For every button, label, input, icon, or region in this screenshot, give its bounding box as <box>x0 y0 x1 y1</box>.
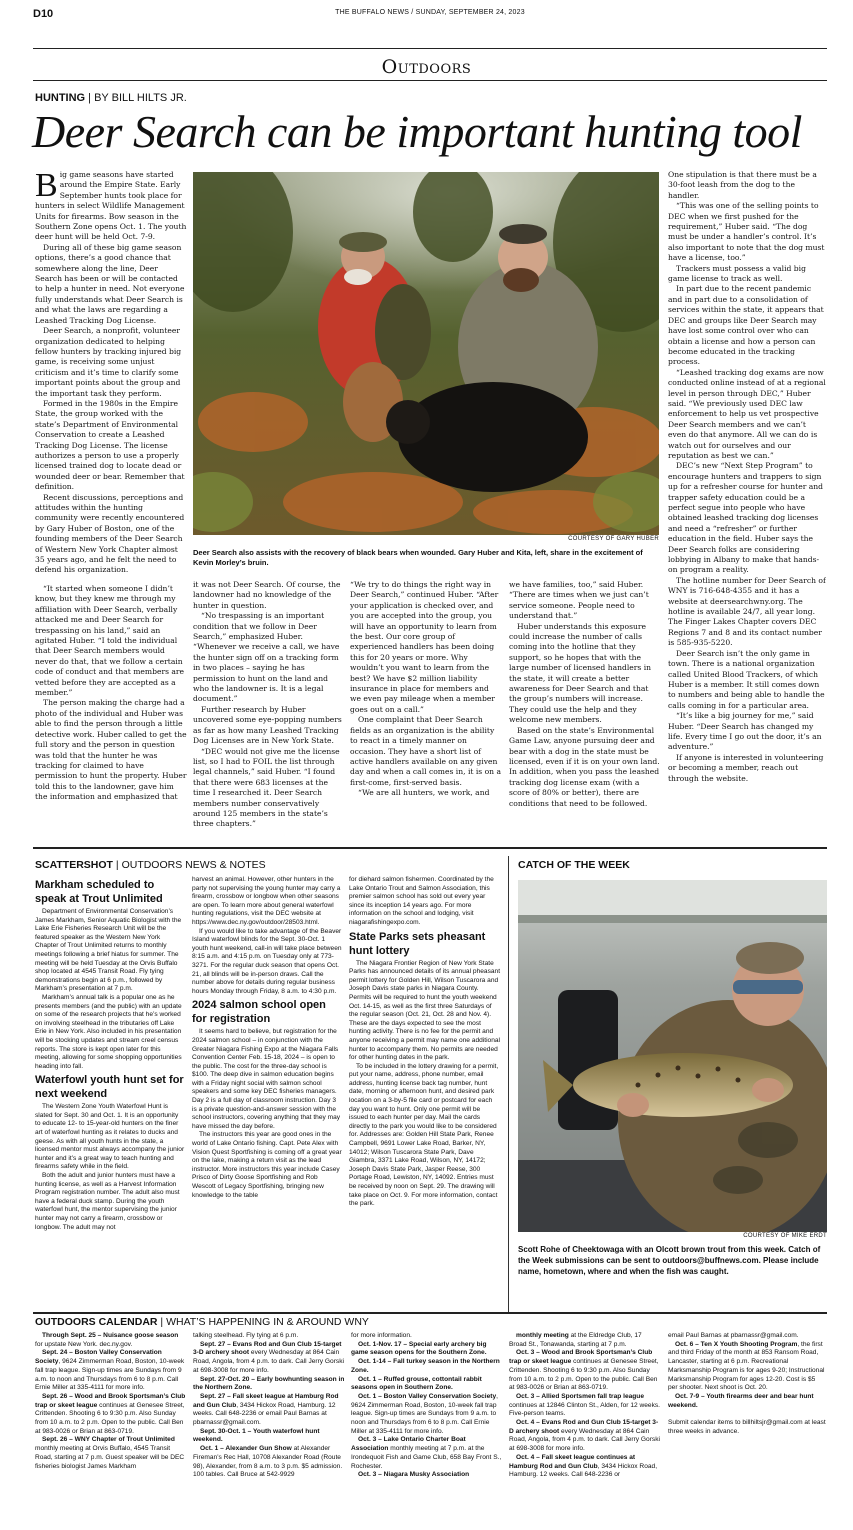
header-rule <box>33 48 827 49</box>
calendar-entry <box>509 1419 661 1454</box>
article-paragraph: During all of these big game season options, there’s a good chance that somewhere along the line, Deer Search has been or will be contacted to help a hunter in need. Not everyone fully understands what Deer Search is and what the laws are regarding a Leashed Tracking Dog License. <box>35 242 185 325</box>
article-paragraph: “It’s like a big journey for me,” said Huber. “Deer Search has changed my life. Every time I go out the door, it’s an adventure.” <box>668 711 822 752</box>
byline: HUNTING | BY BILL HILTS JR. <box>35 92 187 104</box>
calendar-col-4 <box>509 1332 661 1480</box>
page-number: D10 <box>33 8 54 20</box>
calendar-entry-text: monthly meeting at 7 p.m. at the Irondequoit Fish and Game Club, 658 Bay Front S., Rochester. <box>351 1445 502 1470</box>
brief-paragraph: Department of Environmental Conservation’s James Markham, Senior Aquatic Biologist with the Lake Erie Fisheries Research Unit will be the featured speaker as the Western New York Chapter of Trout Unlimited returns to monthly meetings following a brief hiatus for summer. The meeting will be held Tuesday at the Orvis Buffalo shop located at 4545 Transit Road. Fly tying demonstrations begin at 6 p.m., followed by Markham’s presentation at 7 p.m. <box>35 908 182 993</box>
headline: Deer Search can be important hunting tool <box>32 106 802 157</box>
calendar-label: OUTDOORS CALENDAR <box>35 1316 158 1328</box>
catch-header <box>518 859 630 871</box>
calendar-entry-title: Oct. 3 – Niagara Musky Association <box>358 1471 470 1479</box>
hunters-with-bear-image <box>193 172 659 535</box>
article-col-3 <box>350 580 502 799</box>
calendar-entry <box>35 1436 187 1471</box>
article-paragraph: Deer Search isn’t the only game in town. There is a national organization called United Blood Trackers, of which Huber is a member. It still comes down to numbers and being able to handle the calls coming in for a particular area. <box>668 648 825 710</box>
article-bottom-rule <box>33 847 827 849</box>
article-col-4 <box>509 580 661 809</box>
calendar-col-3 <box>351 1332 503 1480</box>
angler-with-trout-image <box>518 880 827 1232</box>
article-paragraph: If anyone is interested in volunteering or becoming a member, reach out through the website. <box>668 752 824 783</box>
article-col-1 <box>35 170 187 584</box>
article-paragraph: Deer Search, a nonprofit, volunteer organization dedicated to helping fellow hunters by tracking injured big game, is receiving some unjust criticism and it’s time to clarify some important points about the group and the important task they perform. <box>35 326 182 398</box>
calendar-entry-title: Sept. 26 – Wood and Brook Sportsman’s Club trap or skeet league <box>35 1392 186 1409</box>
calendar-entry-text: at the Eldredge Club, 17 Broad St., Tonawanda, starting at 7 p.m. <box>509 1332 642 1348</box>
article-paragraph: “We try to do things the right way in Deer Search,” continued Huber. “After your application is checked over, and you are accepted into the group, you will have an opportunity to learn from the best. Our core group of experienced handlers has been doing this for 20 years or more. Why wouldn’t you want to learn from the best? We have $2 million liability insurance in place for members and we even pay mileage when a member goes out on a call.” <box>350 580 499 714</box>
calendar-entry <box>668 1332 826 1341</box>
brief-headline: Markham scheduled to speak at Trout Unlimited <box>35 879 163 905</box>
calendar-entry <box>668 1393 826 1410</box>
calendar-entry <box>193 1376 345 1393</box>
calendar-entry-text: continues at Genesee Street, Crittenden. Shooting 6 to 9:30 p.m. Also Sunday from 10 a.m. to 2 p.m. Open to the public. Call Ben at 983-0026 or Brian at 863-0719. <box>509 1358 659 1392</box>
page-header <box>33 8 827 28</box>
catch-label: CATCH OF THE WEEK <box>518 859 630 871</box>
section-rule <box>33 80 827 81</box>
catch-photo <box>518 880 827 1232</box>
section-title: Outdoors <box>381 56 472 78</box>
brief-paragraph: for diehard salmon fishermen. Coordinated by the Lake Ontario Trout and Salmon Association, this premier salmon school has sold out every year since its inception 14 years ago. For more information on the school and lodging, visit niagarafishingexpo.com. <box>349 876 494 926</box>
article-col-1b-paragraphs <box>35 584 187 803</box>
calendar-entry-text: continues at 12846 Clinton St., Alden, for 12 weeks. Five-person teams. <box>509 1401 661 1418</box>
article-paragraph: “It started when someone I didn’t know, but they knew me through my affiliation with Deer Search, verbally attacked me and Deer Search for trespassing on his land,” said an agitated Huber. “I told the individual that Deer Search members would never do that, that we follow a certain code of conduct and that members are vetted before they are accepted as a member.” <box>35 584 185 698</box>
masthead: THE BUFFALO NEWS / SUNDAY, SEPTEMBER 24, 2023 <box>335 9 525 16</box>
brief-paragraph: The instructors this year are good ones in the world of Lake Ontario fishing. Capt. Pete Alex with Vision Quest Sportfishing is coming off a great year on the lake, making a return visit as the lead instructor. More instructors this year include Casey Prisco of Dirty Goose Sportfishing and Rob Wescott of Legacy Sportfishing, bringing new knowledge to the table <box>192 1131 342 1199</box>
calendar-entry-text: email Paul Barnas at pbarnassr@gmail.com. <box>668 1332 799 1339</box>
article-paragraph: “No trespassing is an important condition that we follow in Deer Search,” emphasized Huber. “Whenever we receive a call, we have the hunter sign off on a tracking form in two places – saying he has permission to hunt on the land and who the landowner is. It is a legal document.” <box>193 611 340 704</box>
brief-paragraph: To be included in the lottery drawing for a permit, put your name, address, phone number, email address, hunting license back tag number, hunt date, morning or afternoon hunt, and desired park location on a 3-by-5 file card or postcard for each day you want to hunt. Only one permit will be issued to each hunter per day. Mail the cards directly to the park you would like to be considered for. Addresses are: Golden Hill State Park, Renee Campbell, 9691 Lower Lake Road, Barker, NY, 14012; Wilson Tuscarora State Park, Dave Giambra, 3371 Lake Road, Wilson, NY, 14172; Joseph Davis State Park, Jasper Reese, 300 Portage Road, Lewiston, NY, 14092. Entries must be received by noon on Sept. 29. The drawing will take place on Oct. 9. For more information, contact the park. <box>349 1062 499 1208</box>
calendar-entry <box>509 1349 661 1393</box>
article-paragraph: One stipulation is that there must be a 30-foot leash from the dog to the handler. <box>668 170 817 200</box>
calendar-entry-text: continues at Genesee Street, Crittenden. Shooting 6 to 9:30 p.m. Also Sunday from 10 a.m. to 2 p.m. Open to the public. Call Ben at 983-0026 or Brian at 863-0719. <box>35 1401 185 1435</box>
calendar-entry-text: every Wednesday at 864 Cain Road, Angola, from 4 p.m. to dark. Call Jerry Gorski at 698-3008 for more info. <box>193 1349 344 1374</box>
article-paragraph: DEC’s new “Next Step Program” to encourage hunters and trappers to sign up for a refresher course for hunter and trapper safety education could be a perfect segue into people who have obtained leashed tracking dog licenses and need a “refresher” or further education in the field. Huber says the Deer Search folks are considering lobbying in Albany to make that hands-on program a reality. <box>668 461 824 575</box>
calendar-entry-title: Oct. 7-9 – Youth firearms deer and bear hunt weekend. <box>668 1392 814 1409</box>
calendar-entry <box>193 1445 345 1480</box>
calendar-entry <box>668 1341 826 1393</box>
article-paragraph: In part due to the recent pandemic and in part due to a consolidation of services within the state, it appears that DEC and groups like Deer Search may have lost some control over who can obtain a license and how a person can become educated in the tracking process. <box>668 284 824 367</box>
calendar-col-2 <box>193 1332 345 1480</box>
calendar-entry-title: Sept. 24 – Boston Valley Conservation Society <box>35 1349 162 1366</box>
brief-headline: Waterfowl youth hunt set for next weekend <box>35 1074 184 1101</box>
scattershot-divider <box>508 856 509 1312</box>
brief-paragraph: Markham’s annual talk is a popular one as he presents members (and the public) with an update on some of the research projects that he’s worked on involving steelhead in the tributaries off Lake Erie in New York. Also included in his presentation will be stocking updates and stream creel census reports. The store is kept open later for this meeting, allowing for some shopping opportunities heading into fall. <box>35 993 182 1070</box>
calendar-entry <box>193 1393 345 1428</box>
article-paragraph: Formed in the 1980s in the Empire State, the group worked with the state’s Department of Environmental Conservation to create a Leashed Tracking Dog License. The license authorizes a person to use a properly licensed trained dog to locate dead or wounded deer or bear. Remember that definition. <box>35 398 185 492</box>
calendar-entry <box>509 1332 661 1349</box>
calendar-sublabel: WHAT’S HAPPENING IN & AROUND WNY <box>166 1316 369 1328</box>
article-paragraph: One complaint that Deer Search fields as an organization is the ability to react in a timely manner on occasion. They have a short list of active handlers available on any given day and when a call comes in, it is on a first-come, first-served basis. <box>350 715 501 787</box>
scattershot-col-2 <box>192 876 342 1200</box>
calendar-entry <box>193 1428 345 1445</box>
calendar-col-1 <box>35 1332 187 1471</box>
calendar-entry-title: Oct. 1-Nov. 17 – Special early archery big game season opens for the Southern Zone. <box>351 1340 487 1357</box>
calendar-entry <box>35 1332 187 1349</box>
article-paragraph: Huber understands this exposure could increase the number of calls coming into the hotline that they support, so he hopes that with the large number of licensed handlers in the state, it will create a better awareness for Deer Search and that the group’s numbers will increase. They could use the help and they welcome new members. <box>509 621 652 725</box>
calendar-entry-title: Sept. 30-Oct. 1 – Youth waterfowl hunt weekend. <box>193 1427 320 1444</box>
kicker: HUNTING <box>35 92 86 104</box>
calendar-entry <box>351 1471 503 1480</box>
article-col-2 <box>193 580 343 830</box>
calendar-entry-title: Sept. 26 – WNY Chapter of Trout Unlimited <box>42 1436 175 1444</box>
calendar-entry <box>35 1393 187 1437</box>
calendar-entry <box>351 1358 503 1375</box>
calendar-entry-title: Sept. 27 – Evans Rod and Gun Club 15-target 3-D archery shoot <box>193 1340 342 1357</box>
calendar-entry <box>351 1376 503 1393</box>
brief-paragraph: The Niagara Frontier Region of New York State Parks has announced details of its annual pheasant permit lottery for Golden Hill, Wilson Tuscarora and Joseph Davis state parks in Niagara County. Permits will be required to hunt the youth weekend Oct. 14-15, as well as the first three Saturdays of the regular season (Oct. 21, Oct. 28 and Nov. 4). These are the days expected to see the most hunting activity. There is no fee for the permit and anyone receiving a permit may name one additional hunter to accompany them. No permits are needed for other hunting dates in the park. <box>349 959 501 1062</box>
calendar-entry-text: , 3434 Hickox Road, Hamburg. 12 weeks. Call 648-2236 or <box>509 1462 658 1479</box>
author: BY BILL HILTS JR. <box>94 92 187 104</box>
article-col-1b <box>35 584 187 860</box>
scattershot-label: SCATTERSHOT <box>35 859 113 871</box>
calendar-entry <box>668 1419 826 1436</box>
calendar-entry-text: for upstate New York. dec.ny.gov. <box>35 1340 133 1348</box>
calendar-col-5 <box>668 1332 826 1436</box>
calendar-entry <box>509 1454 661 1480</box>
scattershot-header: SCATTERSHOT | OUTDOORS NEWS & NOTES <box>35 859 266 871</box>
calendar-entry-text: for more information. <box>351 1332 412 1339</box>
scattershot-col-1 <box>35 876 185 1232</box>
brief-paragraph: harvest an animal. However, other hunters in the party not supervising the young hunter may carry a firearm, crossbow or longbow when other seasons are open. To learn more about general waterfowl hunting regulations, visit the DEC website at https://www.dec.ny.gov/outdoor/28503.html. <box>192 876 341 926</box>
article-paragraph: Recent discussions, perceptions and attitudes within the hunting community were recently encountered by Gary Huber of Boston, one of the founding members of the Deer Search of Western New York Chapter almost 35 years ago, and he felt the need to defend his organization. <box>35 492 185 575</box>
calendar-entry <box>351 1341 503 1358</box>
calendar-entry-title: Oct. 1 – Alexander Gun Show <box>200 1445 292 1453</box>
brief-paragraph: If you would like to take advantage of the Beaver Island waterfowl blinds for the Sept. 30-Oct. 1 youth hunt weekend, call-in will take place between 8:15 a.m. and 4:15 p.m. on Tuesday only at 773-3271. For the regular duck season that opens Oct. 21, all blinds will be in-person draws. Call the number above for details during regular business hours Monday through Friday, 8 a.m. to 4:30 p.m. <box>192 927 342 995</box>
calendar-entry <box>351 1332 503 1341</box>
calendar-entry-title: Oct. 4 – Fall skeet league continues at Hamburg Rod and Gun Club <box>509 1453 636 1470</box>
calendar-entry <box>351 1393 503 1437</box>
calendar-entry-text: every Wednesday at 864 Cain Road, Angola, from 4 p.m. to dark. Call Jerry Gorski at 698-3008 for more info. <box>509 1427 660 1453</box>
scattershot-col-3 <box>349 876 501 1209</box>
calendar-entry-title: Oct. 1 – Ruffed grouse, cottontail rabbit seasons open in Southern Zone. <box>351 1375 482 1392</box>
brief-paragraph: The Western Zone Youth Waterfowl Hunt is slated for Sept. 30 and Oct. 1. It is an opportunity to educate 12- to 15-year-old hunters on the finer art of waterfowl hunting as it relates to ducks and geese. As with all youth hunts in the state, a licensed mentor must always accompany the junior hunter and it’s a great way to teach hunting and firearms safety while in the field. <box>35 1103 185 1171</box>
calendar-entry <box>351 1436 503 1471</box>
calendar-entry <box>193 1341 345 1376</box>
article-paragraph: ig game seasons have started around the Empire State. Early September hunts took place for hunters in select Wildlife Management Units for firearms. Bow season in the Southern Zone opens Oct. 1. The youth deer hunt will be held Oct. 7-9. <box>35 170 187 242</box>
calendar-entry-title: Oct. 1-14 – Fall turkey season in the Northern Zone. <box>351 1358 500 1374</box>
calendar-entry-title: Sept. 27-Oct. 20 – Early bowhunting season in the Northern Zone. <box>193 1375 345 1392</box>
calendar-entry-title: Oct. 4 – Evans Rod and Gun Club 15-target 3-D archery shoot <box>509 1419 659 1435</box>
article-paragraph: The person making the charge had a photo of the individual and Huber was able to find the person through a little detective work. Huber called to get the full story and the person in question was told that the hunter he was tracking for claimed to have permission to hunt the property. Huber told this to the landowner, gave him the information and emphasized that <box>35 698 187 802</box>
photo-caption: Deer Search also assists with the recovery of black bears when wounded. Gary Huber and Kita, left, share in the excitement of Kevin Morley’s bruin. <box>193 548 643 567</box>
catch-credit: COURTESY OF MIKE ERDT <box>743 1233 827 1239</box>
article-paragraph: The hotline number for Deer Search of WNY is 716-648-4355 and it has a website at deersearchwny.org. The hotline is available 24/7, all year long. The Finger Lakes Chapter covers DEC Regions 7 and 8 and its contact number is 585-935-5220. <box>668 575 826 648</box>
scattershot-sublabel: OUTDOORS NEWS & NOTES <box>121 859 266 871</box>
calendar-entry <box>509 1393 661 1419</box>
calendar-entry-title: monthly meeting <box>516 1332 569 1339</box>
calendar-entry-text: talking steelhead. Fly tying at 6 p.m. <box>193 1332 299 1339</box>
brief-paragraph: Both the adult and junior hunters must have a hunting license, as well as a Harvest Information Program registration number. The adult also must have a federal duck stamp. During the youth waterfowl hunt, the mentor supervising the junior hunter may not carry a firearm, crossbow or longbow. The adult may not <box>35 1172 180 1231</box>
calendar-entry <box>193 1332 345 1341</box>
brief-headline: State Parks sets pheasant hunt lottery <box>349 930 486 957</box>
brief-paragraph: It seems hard to believe, but registration for the 2024 salmon school – in conjunction with the Greater Niagara Fishing Expo at the Niagara Falls Convention Center Feb. 15-18, 2024 – is open to the public. The cost for the three-day school is $100. The deep dive in salmon education begins with a Friday night social with salmon school speakers and some key DEC fisheries managers. Day 2 is a full day of classroom instruction. Day 3 is a private question-and-answer session with the school instructors, covering anything that they may have missed the day before. <box>192 1028 341 1130</box>
article-paragraph: Based on the state’s Environmental Game Law, anyone pursuing deer and bear with a dog in the state must be licensed, even if it is on your own land. In addition, when you pass the leashed tracking dog license exam (with a score of 80% or better), there are conditions that need to be followed. <box>509 725 660 808</box>
drop-cap: B <box>35 170 58 204</box>
calendar-entry-text: , 3434 Hickox Road, Hamburg. 12 weeks. Call 648-2236 or email Paul Barnas at pbarnassr@gmail.com. <box>193 1401 336 1427</box>
calendar-entry-title: Oct. 6 – Ten X Youth Shooting Program <box>675 1340 798 1348</box>
article-paragraph: Further research by Huber uncovered some eye-popping numbers as far as how many Leashed Tracking Dog Licenses are in New York State. <box>193 704 342 746</box>
photo-credit: COURTESY OF GARY HUBER <box>568 536 659 542</box>
calendar-entry-text: , 9624 Zimmerman Road, Boston, 10-week fall trap league. Sign-up times are Sundays from 9 a.m. to noon and Thursdays from 6 to 8 p.m. Call Ernie Miller at 335-4111 for more info. <box>351 1392 498 1435</box>
catch-caption: Scott Rohe of Cheektowaga with an Olcott brown trout from this week. Catch of the Week submissions can be sent to outdoors@buffnews.com. Please include name, hometown, where and when the fish was caught. <box>518 1245 821 1276</box>
article-paragraph: “Leashed tracking dog exams are now conducted online instead of at a regional level in person through DEC,” Huber said. “We previously used DEC law enforcement to help us vet prospective Deer Search members and we can’t even do that anymore. All we can do is watch out for ourselves and our reputation as best we can.” <box>668 367 826 460</box>
calendar-entry-title: Sept. 27 – Fall skeet league at Hamburg Rod and Gun Club <box>193 1392 339 1409</box>
brief-headline: 2024 salmon school open for registration <box>192 999 326 1026</box>
calendar-entry <box>35 1349 187 1393</box>
calendar-entry-text: , the first and third Friday of the month at 853 Ransom Road, Lancaster, starting at 6 p.m. Recreational Marksmanship Program is for ages 9-20; Instructional Marksmanship Program for ages 12-20. Cost is $5 per shooter. Next shoot is Oct. 20. <box>668 1340 825 1392</box>
calendar-entry-text: , 9624 Zimmerman Road, Boston, 10-week fall trap league. Sign-up times are Sundays from 9 a.m. to noon and Thursdays from 6 to 8 p.m. Call Ernie Miller at 335-4111 for more info. <box>35 1358 185 1392</box>
hunting-photo <box>193 172 659 535</box>
calendar-entry-title: Oct. 1 – Boston Valley Conservation Society <box>358 1392 497 1400</box>
calendar-top-rule <box>33 1312 827 1314</box>
calendar-entry-text: monthly meeting at Orvis Buffalo, 4545 Transit Road, starting at 7 p.m. Guest speaker will be DEC fisheries biologist James Markham <box>35 1445 185 1470</box>
article-paragraph: “DEC would not give me the license list, so I had to FOIL the list through legal channels,” said Huber. “I found that there were 683 licenses at the time I researched it. Deer Search members number conservatively around 125 members in the state’s three chapters.” <box>193 746 340 829</box>
calendar-entry <box>668 1410 826 1419</box>
article-col-5 <box>668 170 826 860</box>
calendar-entry-title: Through Sept. 25 – Nuisance goose season <box>42 1332 179 1339</box>
calendar-entry-text: at Alexander Fireman’s Rec Hall, 10708 Alexander Road (Route 98), Alexander, from 8 a.m. to 3 p.m. $5 admission. 100 tables. Call Bruce at 542-9929 <box>193 1445 343 1479</box>
calendar-entry-text: Submit calendar items to billhiltsjr@gmail.com at least three weeks in advance. <box>668 1419 826 1435</box>
calendar-entry-title: Oct. 3 – Wood and Brook Sportsman’s Club trap or skeet league <box>509 1349 653 1366</box>
article-paragraph: it was not Deer Search. Of course, the landowner had no knowledge of the hunter in question. <box>193 580 341 610</box>
article-paragraph: “This was one of the selling points to DEC when we first pushed for the requirement,” Huber said. “The dog must be under a handler’s control. It’s also important to note that the dog must have a license, too.” <box>668 201 825 263</box>
article-paragraph: Trackers must possess a valid big game license to track as well. <box>668 263 806 284</box>
calendar-entry-title: Oct. 3 – Allied Sportsmen fall trap league <box>516 1392 645 1400</box>
article-paragraph: we have families, too,” said Huber. “There are times when we just can’t service someone. People need to understand that.” <box>509 580 649 621</box>
article-col-1-paragraphs <box>35 170 187 576</box>
calendar-header: OUTDOORS CALENDAR | WHAT’S HAPPENING IN & AROUND WNY <box>35 1316 369 1328</box>
calendar-entry-title: Oct. 3 – Lake Ontario Charter Boat Association <box>351 1436 466 1453</box>
article-paragraph: “We are all hunters, we work, and <box>358 788 490 798</box>
